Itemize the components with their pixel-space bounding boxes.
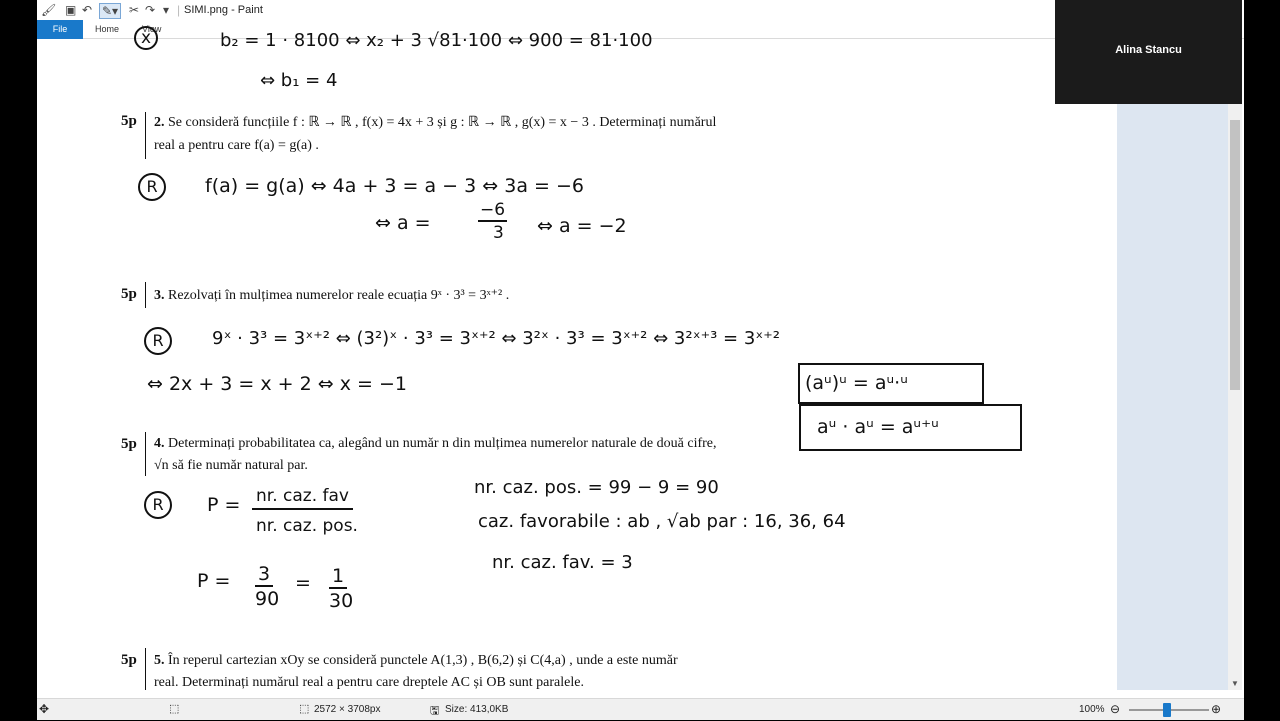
image-dimensions: 2572 × 3708px (314, 704, 381, 715)
q2-fraction-numerator: −6 (480, 200, 506, 220)
window-title: SIMI.png - Paint (184, 4, 263, 16)
scrollbar-thumb[interactable] (1230, 120, 1240, 390)
power-rule-box-2 (799, 404, 1022, 451)
vertical-scrollbar[interactable] (1228, 40, 1242, 690)
q2-statement-line-1 (154, 114, 716, 131)
q2-answer-line-2-prefix: ⇔ a = (375, 212, 431, 234)
q5-line-1-text: În reperul cartezian xOy se consideră punctele A(1,3) , B(6,2) și C(4,a) , unde a este număr (168, 653, 678, 668)
status-bar (37, 698, 1244, 720)
save-icon[interactable]: ▣ (65, 3, 77, 17)
title-separator: | (177, 3, 181, 17)
q4-line-1-text: Determinați probabilitatea ca, alegând un număr n din mulțimea numerelor naturale de două cifre, (168, 436, 717, 451)
undo-icon[interactable]: ↶ (82, 3, 93, 17)
q2-answer-line-2-result: ⇔ a = −2 (537, 215, 627, 237)
q4-favorable-count: nr. caz. fav. = 3 (492, 552, 633, 573)
tab-home[interactable]: Home (95, 24, 120, 34)
paint-app-icon: 🖌 (41, 3, 57, 17)
power-rule-box-1 (798, 363, 984, 404)
q4-p2-denominator: 90 (255, 588, 280, 610)
participant-name: Alina Stancu (1115, 44, 1182, 56)
q5-divider (145, 648, 146, 690)
q2-points: 5p (121, 113, 137, 129)
tab-file[interactable]: File (37, 20, 83, 39)
q2-line-1-text: Se consideră funcțiile f : ℝ → ℝ , f(x) = 4x + 3 și g : ℝ → ℝ , g(x) = x − 3 . Determinați numărul (168, 115, 717, 130)
previous-answer-line-1: b₂ = 1 · 8100 ⇔ x₂ + 3 √81·100 ⇔ 900 = 81·100 (220, 30, 653, 51)
q4-p-label: P = (207, 494, 241, 516)
paint-window (37, 0, 1244, 720)
canvas-background (1117, 40, 1228, 690)
q3-answer-mark: R (144, 327, 172, 355)
q4-fraction-denominator: nr. caz. pos. (256, 516, 358, 536)
file-size: Size: 413,0KB (445, 704, 509, 715)
q3-divider (145, 282, 146, 308)
q3-statement-line-1 (154, 287, 509, 304)
zoom-out-icon[interactable]: ⊖ (1110, 702, 1121, 716)
q3-answer-line-1: 9ˣ · 3³ = 3ˣ⁺² ⇔ (3²)ˣ · 3³ = 3ˣ⁺² ⇔ 3²ˣ · 3³ = 3ˣ⁺² ⇔ 3²ˣ⁺³ = 3ˣ⁺² (212, 328, 780, 349)
q5-statement-line-2: real. Determinați numărul real a pentru care dreptele AC și OB sunt paralele. (154, 675, 584, 690)
q4-divider (145, 432, 146, 476)
q3-number: 3. (154, 288, 165, 303)
q4-p2-result-numerator: 1 (329, 565, 347, 589)
q4-fraction-numerator: nr. caz. fav (252, 486, 353, 510)
previous-answer-line-2: ⇔ b₁ = 4 (260, 70, 338, 91)
power-rule-1: (aᵘ)ᵘ = aᵘ·ᵘ (805, 372, 908, 394)
q4-answer-mark: R (144, 491, 172, 519)
q2-fraction-denominator: 3 (493, 223, 504, 243)
q4-points: 5p (121, 436, 137, 452)
q4-p2-label: P = (197, 570, 231, 592)
q4-p2-equals: = (295, 572, 311, 594)
q4-p2-result-denominator: 30 (329, 590, 354, 612)
zoom-level: 100% (1079, 704, 1105, 715)
q5-number: 5. (154, 653, 165, 668)
redo-icon[interactable]: ↷ (145, 3, 156, 17)
q2-statement-line-2: real a pentru care f(a) = g(a) . (154, 138, 319, 153)
power-rule-2: aᵘ · aᵘ = aᵘ⁺ᵘ (817, 416, 939, 438)
scroll-down-icon[interactable]: ▼ (1231, 679, 1239, 688)
tab-view[interactable]: View (142, 24, 162, 34)
q4-p2-numerator: 3 (255, 563, 273, 587)
q2-answer-mark: R (138, 173, 166, 201)
zoom-slider-thumb[interactable] (1163, 703, 1171, 717)
q4-statement-line-1 (154, 436, 717, 452)
file-size-icon: 🖫 (430, 705, 440, 717)
q4-possible-cases: nr. caz. pos. = 99 − 9 = 90 (474, 477, 719, 498)
select-tool-icon[interactable]: ✂ (129, 3, 140, 17)
cursor-position-icon: ✥ (39, 702, 50, 716)
image-dimensions-icon: ⬚ (299, 703, 310, 715)
q3-answer-line-2: ⇔ 2x + 3 = x + 2 ⇔ x = −1 (147, 373, 407, 395)
q4-favorable-cases: caz. favorabile : ab , √ab par : 16, 36, 64 (478, 511, 846, 532)
meeting-video-tile (1055, 0, 1242, 104)
customize-quick-access-icon[interactable]: ▾ (163, 3, 170, 17)
q3-points: 5p (121, 286, 137, 302)
draw-tool-icon[interactable]: ✎▾ (99, 3, 121, 19)
q2-divider (145, 112, 146, 159)
q5-points: 5p (121, 652, 137, 668)
selection-size-icon: ⬚ (169, 703, 180, 715)
q2-number: 2. (154, 115, 165, 130)
previous-answer-mark: x (134, 26, 158, 50)
zoom-in-icon[interactable]: ⊕ (1211, 702, 1222, 716)
q3-line-1-text: Rezolvați în mulțimea numerelor reale ecuația 9ˣ · 3³ = 3ˣ⁺² . (168, 288, 510, 303)
q4-statement-line-2: √n să fie număr natural par. (154, 458, 308, 473)
q5-statement-line-1 (154, 653, 678, 669)
q4-number: 4. (154, 436, 165, 451)
q2-answer-line-1: f(a) = g(a) ⇔ 4a + 3 = a − 3 ⇔ 3a = −6 (205, 175, 584, 197)
